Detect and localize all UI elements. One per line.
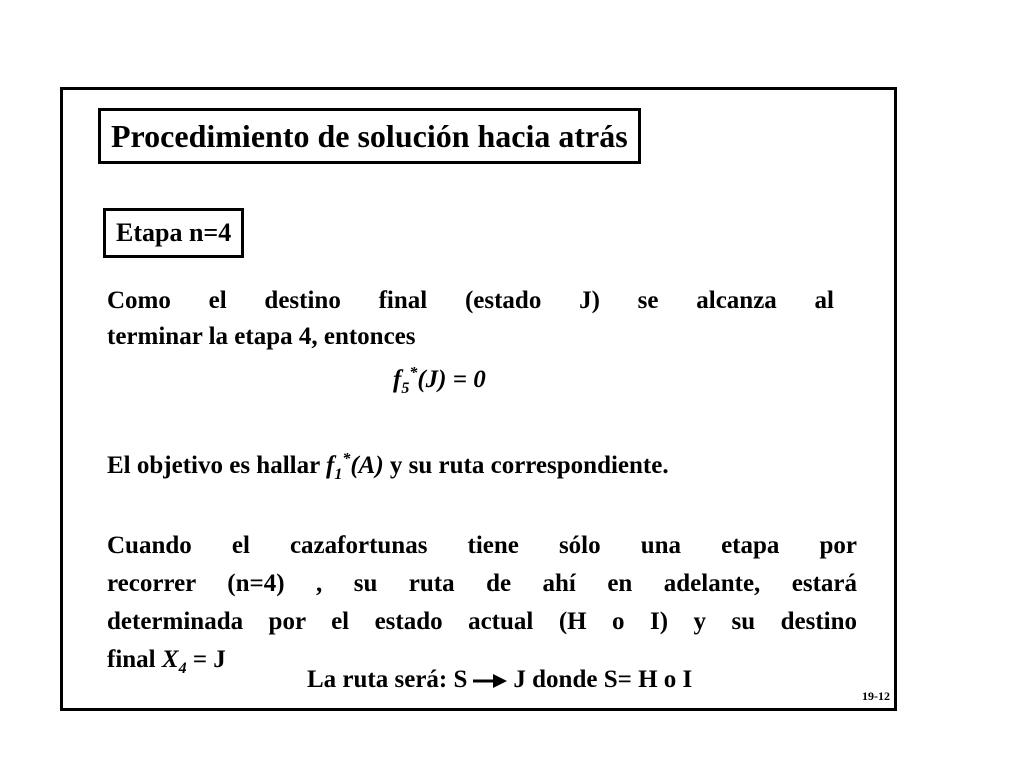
page-number: 19-12: [862, 689, 890, 703]
formula-f5-rest: (J) = 0: [417, 366, 486, 393]
right-arrow-icon: [473, 673, 507, 689]
formula-f5: [393, 362, 486, 398]
paragraph-2: [107, 448, 669, 484]
formula-f1-subscript: 1: [334, 466, 343, 483]
paragraph-1-line-1: Como el destino final (estado J) se alcanza al: [107, 287, 834, 314]
slide-frame: [60, 87, 897, 711]
variable-x4-subscript: 4: [178, 660, 187, 677]
paragraph-3-line-4-suffix: = J: [186, 646, 226, 673]
route-prefix: La ruta será: S: [307, 666, 468, 693]
variable-x4: [161, 646, 187, 677]
slide-title: Procedimiento de solución hacia atrás: [98, 108, 641, 164]
formula-f5-symbol: f: [393, 366, 402, 393]
paragraph-3-line-3: determinada por el estado actual (H o I) y su destino: [107, 608, 857, 635]
formula-f1-symbol: f: [325, 452, 335, 479]
paragraph-2-before: El objetivo es hallar: [107, 452, 326, 479]
route-line: [307, 662, 692, 698]
formula-f1-superscript: *: [342, 450, 351, 468]
formula-f1-argument: (A): [350, 452, 384, 479]
paragraph-3-line-2: recorrer (n=4) , su ruta de ahí en adelante, estará: [107, 570, 857, 597]
route-suffix: J donde S= H o I: [513, 666, 693, 693]
formula-f5-subscript: 5: [401, 380, 410, 397]
paragraph-3-line-4: [107, 642, 226, 678]
formula-f1: [325, 450, 384, 483]
paragraph-3-line-4-prefix: final: [107, 646, 162, 673]
variable-x4-symbol: X: [161, 646, 179, 673]
stage-label: Etapa n=4: [103, 208, 244, 258]
paragraph-2-after: y su ruta correspondiente.: [383, 452, 669, 479]
formula-f5-superscript: *: [409, 364, 418, 382]
paragraph-3-line-1: Cuando el cazafortunas tiene sólo una etapa por: [107, 532, 857, 559]
paragraph-1-line-2: terminar la etapa 4, entonces: [107, 323, 416, 350]
